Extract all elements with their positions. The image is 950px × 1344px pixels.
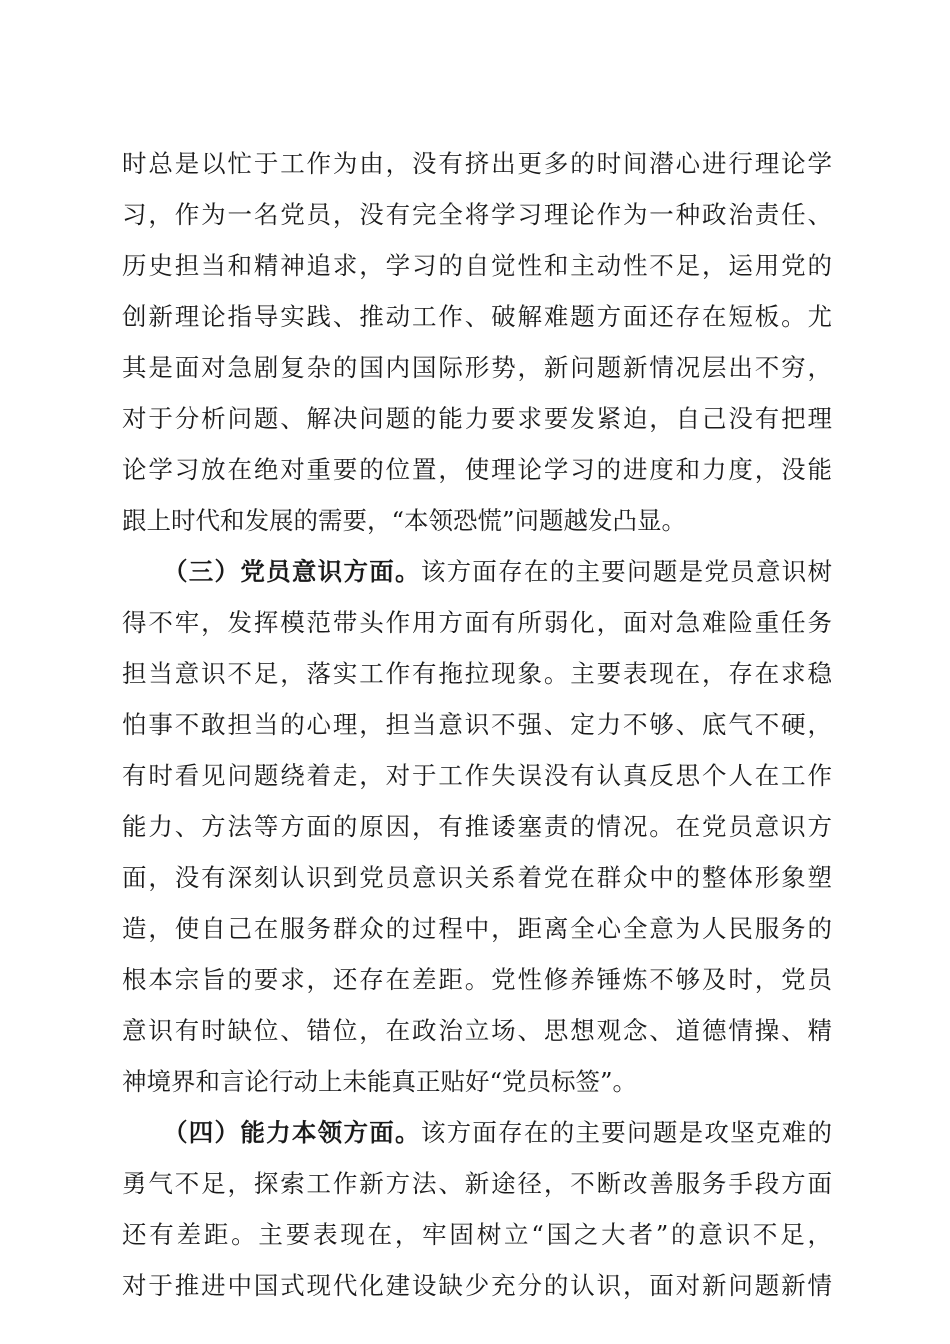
section-3-first-line — [122, 546, 832, 597]
paragraph-line: 时总是以忙于工作为由，没有挤出更多的时间潜心进行理论学 — [122, 149, 832, 178]
paragraph-line: 根本宗旨的要求，还存在差距。党性修养锤炼不够及时，党员 — [122, 965, 832, 994]
paragraph-line: 神境界和言论行动上未能真正贴好“党员标签”。 — [122, 1067, 638, 1096]
paragraph-line: 论学习放在绝对重要的位置，使理论学习的进度和力度，没能 — [122, 455, 832, 484]
paragraph-line: 习，作为一名党员，没有完全将学习理论作为一种政治责任、 — [122, 200, 832, 229]
document-body — [122, 138, 832, 1311]
paragraph-line: 担当意识不足，落实工作有拖拉现象。主要表现在，存在求稳 — [122, 659, 832, 688]
paragraph-line: 得不牢，发挥模范带头作用方面有所弱化，面对急难险重任务 — [122, 608, 832, 637]
paragraph-line: 有时看见问题绕着走，对于工作失误没有认真反思个人在工作 — [122, 761, 832, 790]
section-4-heading: （四）能力本领方面。 — [163, 1118, 421, 1147]
paragraph-line: 造，使自己在服务群众的过程中，距离全心全意为人民服务的 — [122, 914, 832, 943]
paragraph-line: 创新理论指导实践、推动工作、破解难题方面还存在短板。尤 — [122, 302, 832, 331]
section-4-first-line — [122, 1107, 832, 1158]
section-3-heading: （三）党员意识方面。 — [163, 557, 421, 586]
section-4-first-line-text: 该方面存在的主要问题是攻坚克难的 — [420, 1118, 833, 1147]
paragraph-line: 能力、方法等方面的原因，有推诿塞责的情况。在党员意识方 — [122, 812, 832, 841]
paragraph-line: 对于分析问题、解决问题的能力要求要发紧迫，自己没有把理 — [122, 404, 832, 433]
paragraph-line: 意识有时缺位、错位，在政治立场、思想观念、道德情操、精 — [122, 1016, 832, 1045]
paragraph-line: 勇气不足，探索工作新方法、新途径，不断改善服务手段方面 — [122, 1169, 832, 1198]
section-3-first-line-text: 该方面存在的主要问题是党员意识树 — [420, 557, 833, 586]
paragraph-line: 还有差距。主要表现在，牢固树立“国之大者”的意识不足， — [122, 1220, 832, 1249]
paragraph-line: 怕事不敢担当的心理，担当意识不强、定力不够、底气不硬， — [122, 710, 832, 739]
paragraph-line: 其是面对急剧复杂的国内国际形势，新问题新情况层出不穷， — [122, 353, 832, 382]
paragraph-line: 对于推进中国式现代化建设缺少充分的认识，面对新问题新情 — [122, 1271, 832, 1300]
paragraph-line: 面，没有深刻认识到党员意识关系着党在群众中的整体形象塑 — [122, 863, 832, 892]
paragraph-line: 跟上时代和发展的需要，“本领恐慌”问题越发凸显。 — [122, 506, 687, 535]
paragraph-line: 历史担当和精神追求，学习的自觉性和主动性不足，运用党的 — [122, 251, 832, 280]
